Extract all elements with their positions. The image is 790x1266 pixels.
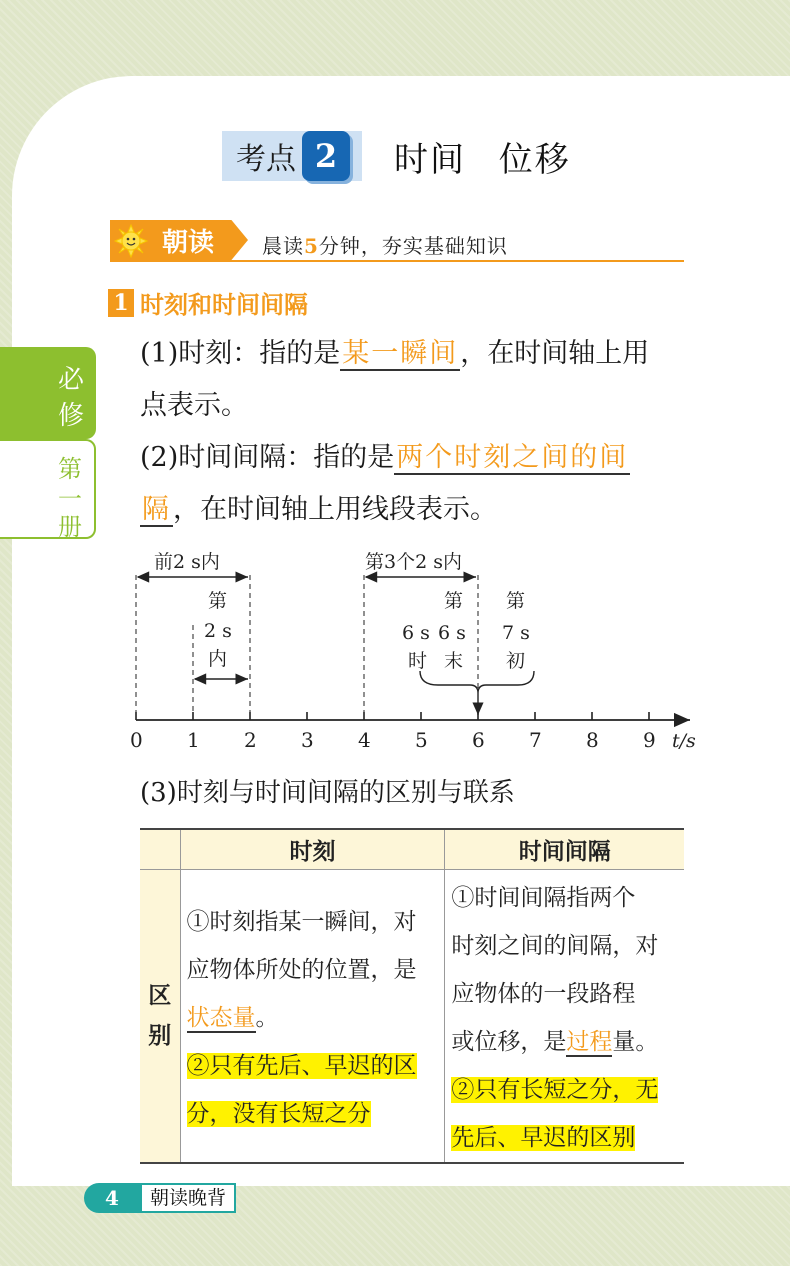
axis-tick-label: 6 xyxy=(472,728,485,752)
section-number: 1 xyxy=(108,289,134,317)
section-heading xyxy=(108,285,308,320)
sun-icon xyxy=(114,224,148,258)
item-3: (3)时刻与时间间隔的区别与联系 xyxy=(140,778,515,808)
item-2: (2)时间间隔：指的是两个时刻之间的间 隔，在时间轴上用线段表示。 xyxy=(140,442,629,525)
axis-tick-label: 0 xyxy=(130,728,143,752)
svg-text:时: 时 xyxy=(408,650,428,672)
section-title: 时刻和时间间隔 xyxy=(140,291,308,319)
axis-tick-label: 1 xyxy=(187,728,200,752)
page-footer xyxy=(84,1182,236,1214)
svg-text:2 s: 2 s xyxy=(204,620,232,642)
tab-bixiu: 必 修 xyxy=(0,347,96,439)
zhaodu-label: 朝读 xyxy=(162,228,215,258)
label-third-2s: 第3个2 s内 xyxy=(365,551,462,573)
svg-text:末: 末 xyxy=(444,650,464,672)
axis-tick-label: 3 xyxy=(301,728,314,752)
side-tab xyxy=(0,347,96,539)
comparison-table xyxy=(140,828,684,1164)
column-header-moment: 时刻 xyxy=(180,829,445,869)
cell-interval: ①时间间隔指两个 时刻之间的间隔，对 应物体的一段路程 或位移，是过程量。 ②只有长短之分，无 先后、早迟的区别 xyxy=(445,869,684,1163)
svg-text:第: 第 xyxy=(444,590,464,612)
svg-text:第: 第 xyxy=(208,590,228,612)
axis-tick-label: 9 xyxy=(643,728,656,752)
item-1: (1)时刻：指的是某一瞬间，在时间轴上用 点表示。 xyxy=(140,338,650,421)
zhaodu-subtitle: 晨读5分钟，夯实基础知识 xyxy=(262,234,508,258)
blank-answer: 两个时刻之间的间 xyxy=(396,442,629,473)
tab-volume: 第 一 册 xyxy=(0,439,96,539)
topic-header xyxy=(222,130,571,182)
page-title: 时间 位移 xyxy=(394,139,571,180)
label-first-2s: 前2 s内 xyxy=(154,551,220,573)
axis-tick-label: 8 xyxy=(586,728,599,752)
axis-tick-label: 4 xyxy=(358,728,371,752)
blank-answer: 某一瞬间 xyxy=(342,338,459,369)
kaodian-box xyxy=(222,131,362,181)
book-title: 朝读晚背 xyxy=(140,1183,236,1213)
table-row xyxy=(140,869,684,1163)
zhaodu-bar xyxy=(110,220,684,262)
svg-text:初: 初 xyxy=(506,650,526,672)
kaodian-label: 考点 xyxy=(236,142,296,177)
cell-moment: ①时刻指某一瞬间，对 应物体所处的位置，是 状态量。 ②只有先后、早迟的区 分，没有长短之分 xyxy=(180,869,445,1163)
blank-answer: 隔 xyxy=(142,494,171,525)
svg-text:内: 内 xyxy=(208,648,228,670)
axis-unit: t/s xyxy=(672,730,696,752)
page-number: 4 xyxy=(84,1183,140,1213)
svg-text:第: 第 xyxy=(506,590,526,612)
svg-text:7 s: 7 s xyxy=(502,622,530,644)
blank-answer: 状态量 xyxy=(186,1004,256,1031)
svg-text:6 s: 6 s xyxy=(438,622,466,644)
row-header: 区 别 xyxy=(140,869,180,1163)
axis-tick-label: 2 xyxy=(244,728,257,752)
timeline-diagram xyxy=(120,545,710,760)
axis-tick-label: 5 xyxy=(415,728,428,752)
column-header-interval: 时间间隔 xyxy=(445,829,684,869)
svg-text:6 s: 6 s xyxy=(402,622,430,644)
axis-tick-label: 7 xyxy=(529,728,542,752)
kaodian-number: 2 xyxy=(302,131,350,181)
blank-answer: 过程 xyxy=(566,1028,613,1055)
